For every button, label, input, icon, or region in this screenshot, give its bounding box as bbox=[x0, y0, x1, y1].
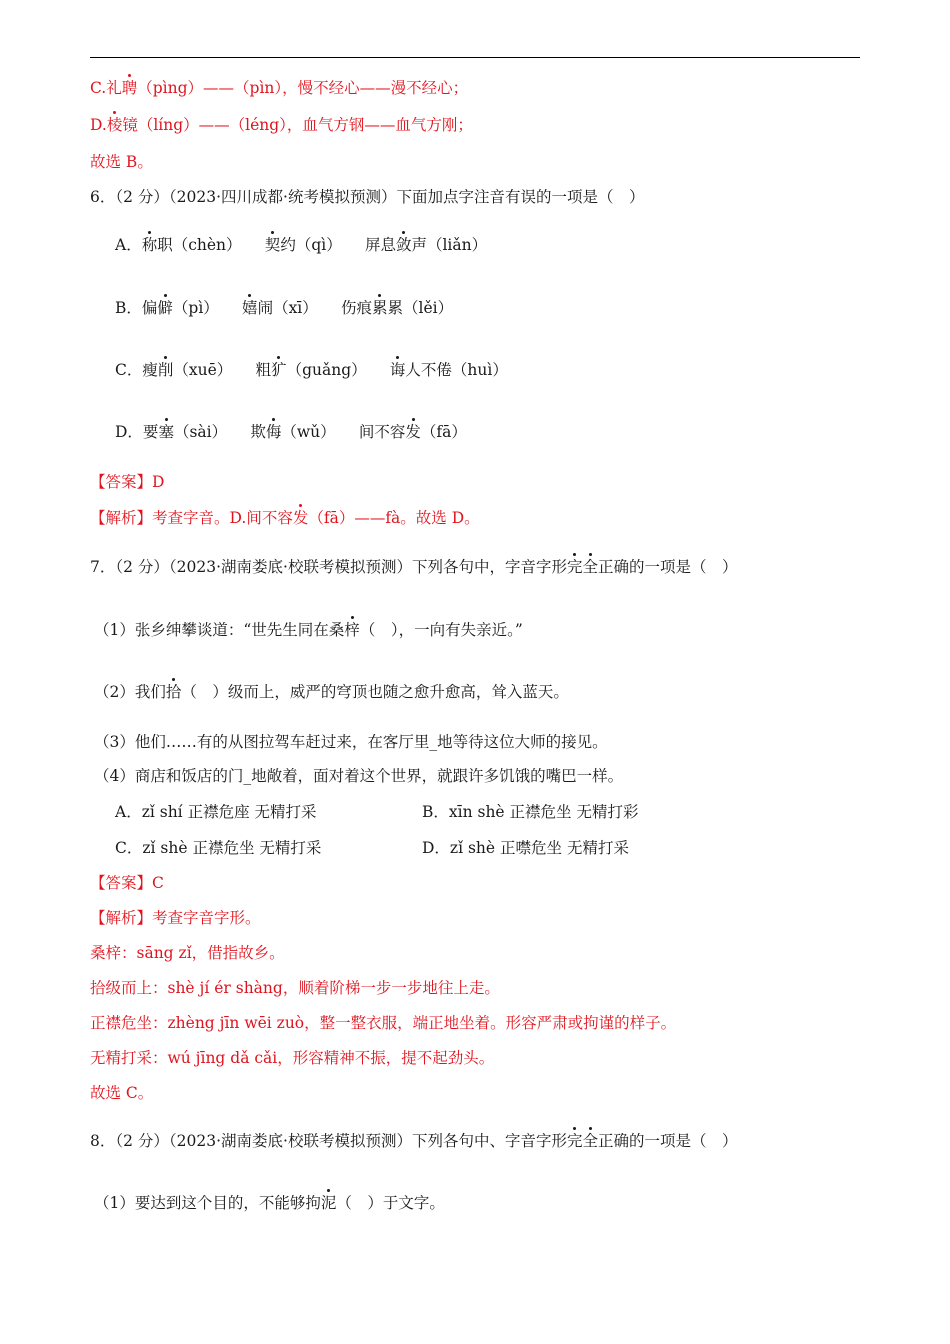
q6-analysis: 【解析】考查字音。D.间不容发（fā）——fà。故选 D。 bbox=[90, 509, 480, 527]
dotted-char: 全 bbox=[582, 1132, 598, 1150]
prev-analysis-c: C.礼聘（pìng）——（pìn），慢不经心——漫不经心； bbox=[90, 79, 469, 97]
q7-note: 无精打采：wú jīng dǎ cǎi，形容精神不振，提不起劲头。 bbox=[90, 1049, 495, 1067]
dotted-char: 嬉 bbox=[242, 299, 258, 317]
q7-analysis: 【解析】考查字音字形。 bbox=[90, 909, 261, 927]
dotted-char: 发 bbox=[405, 423, 421, 441]
dotted-char: 侮 bbox=[265, 423, 282, 441]
dotted-char: 犷 bbox=[271, 361, 287, 379]
dotted-char: 棱 bbox=[106, 116, 123, 134]
q6-option-c: C．瘦削（xuē） 粗犷（guǎng） 诲人不倦（huì） bbox=[115, 361, 508, 379]
q7-sentence-4: （4）商店和饭店的门_地敞着，面对着这个世界，就跟许多饥饿的嘴巴一样。 bbox=[94, 767, 624, 785]
dotted-char: 梓 bbox=[344, 621, 360, 639]
q8-stem: 8．（2 分）（2023·湖南娄底·校联考模拟预测）下列各句中、字音字形完全正确的一项是（ ） bbox=[90, 1132, 738, 1150]
dotted-char: 称 bbox=[141, 236, 158, 254]
dotted-char: 累 bbox=[372, 299, 388, 317]
dotted-char: 削 bbox=[157, 361, 174, 379]
q7-conclusion: 故选 C。 bbox=[90, 1084, 154, 1102]
q6-answer: 【答案】D bbox=[90, 473, 165, 491]
q6-option-a: A．称职（chèn） 契约（qì） 屏息敛声（liǎn） bbox=[115, 236, 488, 254]
q7-stem: 7．（2 分）（2023·湖南娄底·校联考模拟预测）下列各句中，字音字形完全正确的一项是（ ） bbox=[90, 558, 738, 576]
dotted-char: 完 bbox=[566, 1132, 583, 1150]
dotted-char: 契 bbox=[264, 236, 281, 254]
q7-note: 正襟危坐：zhèng jīn wēi zuò，整一整衣服，端正地坐着。形容严肃或拘谨的样子。 bbox=[90, 1014, 677, 1032]
dotted-char: 敛 bbox=[395, 236, 412, 254]
dotted-char: 拾 bbox=[165, 683, 182, 701]
q6-option-b: B．偏僻（pì） 嬉闹（xī） 伤痕累累（lěi） bbox=[115, 299, 454, 317]
q8-sentence-1: （1）要达到这个目的，不能够拘泥（ ）于文字。 bbox=[94, 1194, 445, 1212]
q7-note: 桑梓：sāng zǐ，借指故乡。 bbox=[90, 944, 285, 962]
dotted-char: 僻 bbox=[157, 299, 173, 317]
dotted-char: 聘 bbox=[121, 79, 138, 97]
dotted-char: 诲 bbox=[389, 361, 406, 379]
dotted-char: 全 bbox=[582, 558, 598, 576]
q7-option-c: C．zǐ shè 正襟危坐 无精打采 bbox=[115, 839, 322, 857]
q7-sentence-2: （2）我们拾（ ）级而上，威严的穹顶也随之愈升愈高，耸入蓝天。 bbox=[94, 683, 569, 701]
dotted-char: 泥 bbox=[320, 1194, 337, 1212]
q6-option-d: D．要塞（sài） 欺侮（wǔ） 间不容发（fā） bbox=[115, 423, 467, 441]
prev-conclusion: 故选 B。 bbox=[90, 153, 153, 171]
q7-option-b: B．xīn shè 正襟危坐 无精打彩 bbox=[422, 803, 639, 821]
q7-note: 拾级而上：shè jí ér shàng，顺着阶梯一步一步地往上走。 bbox=[90, 979, 500, 997]
prev-analysis-d: D.棱镜（líng）——（léng），血气方钢——血气方刚； bbox=[90, 116, 473, 134]
q7-sentence-3: （3）他们……有的从图拉驾车赶过来，在客厅里_地等待这位大师的接见。 bbox=[94, 733, 608, 751]
dotted-char: 发 bbox=[292, 509, 309, 527]
header-rule bbox=[90, 57, 860, 58]
dotted-char: 塞 bbox=[158, 423, 174, 441]
q7-sentence-1: （1）张乡绅攀谈道：“世先生同在桑梓（ ），一向有失亲近。” bbox=[94, 621, 523, 639]
q7-option-a: A．zǐ shí 正襟危座 无精打采 bbox=[115, 803, 317, 821]
q7-option-d: D．zǐ shè 正噤危坐 无精打采 bbox=[422, 839, 629, 857]
q7-answer: 【答案】C bbox=[90, 874, 164, 892]
dotted-char: 完 bbox=[566, 558, 583, 576]
q6-stem: 6．（2 分）（2023·四川成都·统考模拟预测）下面加点字注音有误的一项是（ ） bbox=[90, 188, 645, 206]
